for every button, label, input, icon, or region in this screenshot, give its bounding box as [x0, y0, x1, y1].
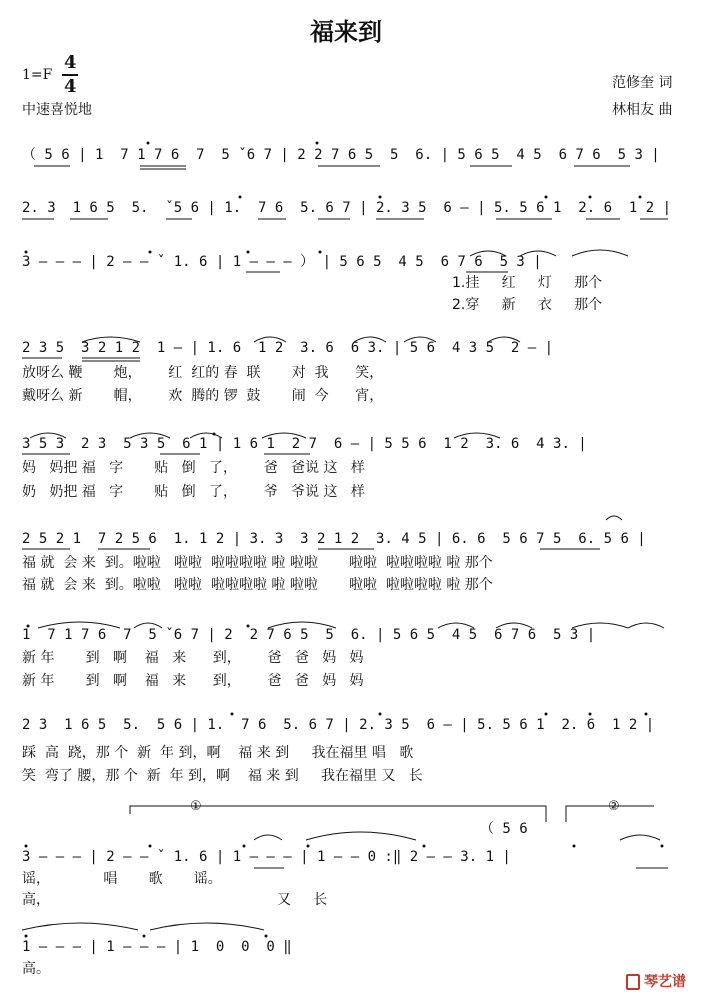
system-9-lyrics-verse-2: 高， 又 长 [22, 892, 328, 908]
system-7-notes: 1 7 1 7 6 7 5 ˇ6 7 | 2 2 7 6 5 5 6. | 5 6 5 4 5 6 7 6 5 3 | [22, 627, 596, 643]
system-5-notes: 3 5 3 2 3 5 3 5 6 1 | 1 6 1 2 7 6 – | 5 5 6 1 2 3. 6 4 3. | [22, 436, 587, 452]
logo-text: 琴艺谱 [644, 974, 686, 990]
system-3-lyrics-verse-2: 2.穿 新 衣 那个 [452, 297, 603, 313]
system-7-lyrics-verse-1: 新 年 到 啊 福 来 到， 爸 爸 妈 妈 [22, 650, 364, 666]
system-4-lyrics-verse-2: 戴呀么 新 帽， 欢 腾的 锣 鼓 闹 今 宵， [22, 388, 384, 404]
system-9-lyrics-verse-1: 谣， 唱 歌 谣。 [22, 871, 222, 887]
system-4-lyrics-verse-1: 放呀么 鞭 炮， 红 红的 春 联 对 我 笑， [22, 365, 384, 381]
system-3-lyrics-verse-1: 1.挂 红 灯 那个 [452, 275, 603, 291]
volta-1-label: ① [190, 799, 202, 814]
volta-2-label: ② [608, 799, 620, 814]
system-6-lyrics-verse-1: 福 就 会 来 到。啦啦 啦啦 啦啦啦啦 啦 啦啦 啦啦 啦啦啦啦 啦 那个 [22, 555, 493, 571]
tempo-marking: 中速喜悦地 [22, 102, 92, 118]
system-10-lyrics-verse-1: 高。 [22, 961, 50, 977]
system-9-notes: 3 – – – | 2 – – ˇ 1. 6 | 1 – – – | 1 – – 0 :‖ 2 – – 3. 1 | [22, 849, 511, 865]
system-2-notes: 2. 3 1 6 5 5. ˇ5 6 | 1. 7 6 5. 6 7 | 2. 3 5 6 – | 5. 5 6 1 2. 6 1 2 | [22, 200, 672, 216]
repeat-cue-notes: （ 5 6 [480, 821, 528, 837]
system-5-lyrics-verse-1: 妈 妈把 福 字 贴 倒 了， 爸 爸说 这 样 [22, 460, 365, 476]
system-5-lyrics-verse-2: 奶 奶把 福 字 贴 倒 了， 爷 爷说 这 样 [22, 484, 365, 500]
song-title: 福来到 [310, 18, 382, 46]
key-signature: 1=F [22, 67, 53, 83]
system-8-lyrics-verse-1: 踩 高 跷，那 个 新 年 到，啊 福 来 到 我在福里 唱 歌 [22, 745, 414, 761]
time-signature-bottom: 4 [64, 76, 77, 97]
lyricist-credit: 范修奎 词 [612, 75, 673, 91]
system-3-notes: 3 – – – | 2 – – ˇ 1. 6 | 1 – – – ） | 5 6 5 4 5 6 7 6 5 3 | [22, 254, 542, 270]
system-10-notes: 1 – – – | 1 – – – | 1 0 0 0 ‖ [22, 939, 292, 955]
system-1-notes: （ 5 6 | 1 7 1 7 6 7 5 ˇ6 7 | 2 2 7 6 5 5 6. | 5 6 5 4 5 6 7 6 5 3 | [22, 147, 660, 163]
composer-credit: 林相友 曲 [612, 102, 673, 118]
system-6-notes: 2 5 2 1 7 2 5 6 1. 1 2 | 3. 3 3 2 1 2 3. 4 5 | 6. 6 5 6 7 5 6. 5 6 | [22, 531, 646, 547]
system-8-notes: 2 3 1 6 5 5. 5 6 | 1. 7 6 5. 6 7 | 2. 3 5 6 – | 5. 5 6 1 2. 6 1 2 | [22, 717, 655, 733]
system-4-notes: 2 3 5 3 2 1 2 1 – | 1. 6 1 2 3. 6 6 3. | 5 6 4 3 5 2 – | [22, 340, 554, 356]
system-6-lyrics-verse-2: 福 就 会 来 到。啦啦 啦啦 啦啦啦啦 啦 啦啦 啦啦 啦啦啦啦 啦 那个 [22, 577, 493, 593]
system-8-lyrics-verse-2: 笑 弯了 腰，那 个 新 年 到，啊 福 来 到 我在福里 又 长 [22, 768, 423, 784]
time-signature-top: 4 [64, 52, 77, 73]
system-7-lyrics-verse-2: 新 年 到 啊 福 来 到， 爸 爸 妈 妈 [22, 673, 364, 689]
